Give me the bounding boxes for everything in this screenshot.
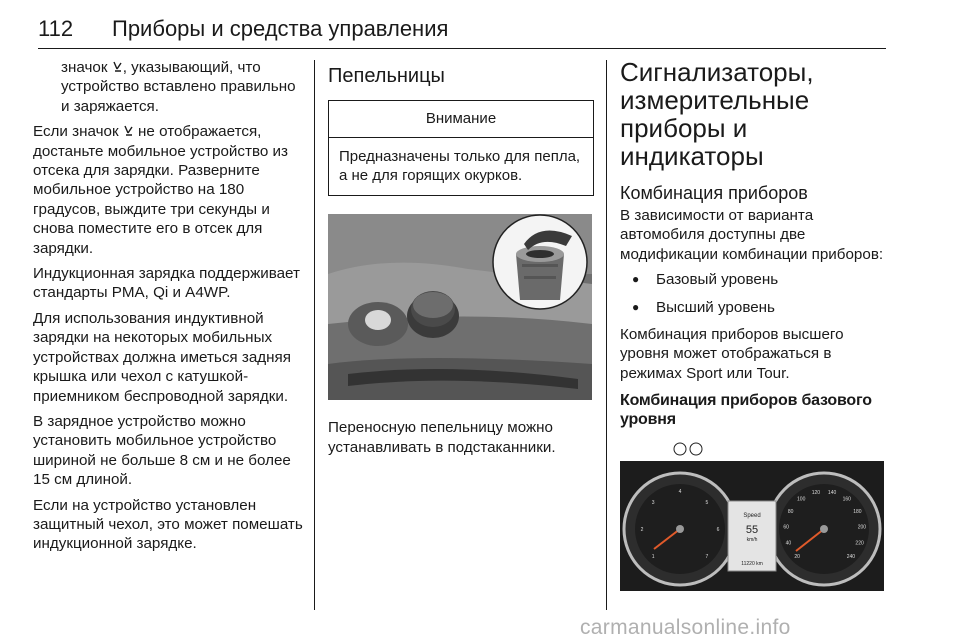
running-title: Приборы и средства управления	[112, 16, 449, 41]
cluster-display-label: Speed	[743, 513, 761, 520]
column-right	[620, 58, 888, 591]
rpm-tick-label: 3	[651, 500, 655, 507]
chapter-heading: Сигнализаторы, измерительные приборы и индикаторы	[620, 57, 814, 171]
paragraph-modes: Комбинация приборов высшего уровня может отображаться в режимах Sport или Tour.	[620, 326, 844, 382]
paragraph-coil: Для использования индуктивной зарядки на некоторых мобильных устройствах должна иметься задняя крышка или чехол с катушкой-приемником беспроводной зарядки.	[33, 309, 291, 405]
column-left	[33, 58, 305, 560]
rpm-tick-label: 7	[705, 554, 709, 561]
list-item: ● Базовый уровень	[620, 270, 888, 289]
paragraph-standards: Индукционная зарядка поддерживает стандарты PMA, Qi и A4WP.	[33, 265, 300, 302]
page-number: 112	[38, 16, 74, 41]
speed-tick-label: 100	[797, 496, 806, 503]
speed-tick-label: 80	[787, 509, 794, 516]
list-item: ● Высший уровень	[620, 298, 888, 317]
header-rule	[38, 48, 886, 49]
speed-tick-label: 120	[811, 490, 821, 497]
speed-tick-label: 180	[853, 509, 862, 516]
section-heading-ashtrays: Пепельницы	[328, 65, 445, 87]
speed-tick-label: 220	[855, 540, 864, 547]
warning-text: Предназначены только для пепла, а не для горящих окурков.	[339, 148, 581, 185]
rpm-tick-label: 2	[640, 527, 644, 534]
speed-tick-label: 40	[785, 540, 792, 547]
section-heading-cluster: Комбинация приборов	[620, 183, 808, 203]
ashtray-caption: Переносную пепельницу можно устанавливать в подстаканники.	[328, 419, 556, 456]
speed-tick-label: 160	[842, 496, 851, 503]
page-header	[38, 14, 886, 48]
paragraph-charging-icon: значок , указывающий, что устройство вставлено правильно и заряжается.	[61, 59, 296, 115]
phone-charging-icon	[112, 61, 123, 73]
paragraph-size: В зарядное устройство можно установить мобильное устройство шириной не больше 8 см и не более 15 см длиной.	[33, 412, 291, 489]
warning-box	[328, 100, 594, 196]
paragraph-reinsert: Если значок не отображается, достаньте мобильное устройство из отсека для зарядки. Разверните мобильное устройство на 180 градусов, выждите три секунды и снова поместите его в отсек для зарядки.	[33, 123, 288, 257]
cluster-speed-unit: km/h	[746, 537, 758, 544]
rpm-tick-label: 6	[716, 527, 720, 534]
cluster-speed-value: 55	[745, 524, 759, 537]
column-divider-2	[606, 60, 607, 610]
column-divider-1	[314, 60, 315, 610]
speed-tick-label: 200	[857, 524, 867, 531]
rpm-tick-label: 5	[705, 500, 709, 507]
phone-charging-icon	[123, 125, 134, 137]
column-middle	[328, 58, 594, 463]
subsection-heading-basic: Комбинация приборов базового уровня	[620, 392, 872, 429]
rpm-tick-label: 1	[651, 554, 655, 561]
ashtray-photo	[328, 214, 592, 400]
watermark: carmanualsonline.info	[580, 616, 791, 639]
speed-tick-label: 60	[783, 524, 789, 531]
rpm-tick-label: 4	[678, 489, 682, 496]
warning-title: Внимание	[329, 101, 593, 138]
variant-list	[620, 270, 888, 317]
speed-tick-label: 140	[827, 490, 837, 497]
speed-tick-label: 20	[794, 554, 800, 561]
instrument-cluster-image	[620, 441, 884, 591]
paragraph-case: Если на устройство установлен защитный чехол, это может помешать индукционной зарядке.	[33, 496, 303, 553]
paragraph-variants: В зависимости от варианта автомобиля доступны две модификации комбинации приборов:	[620, 207, 884, 263]
speed-tick-label: 240	[846, 554, 856, 561]
cluster-odometer: 11220 km	[741, 561, 763, 568]
